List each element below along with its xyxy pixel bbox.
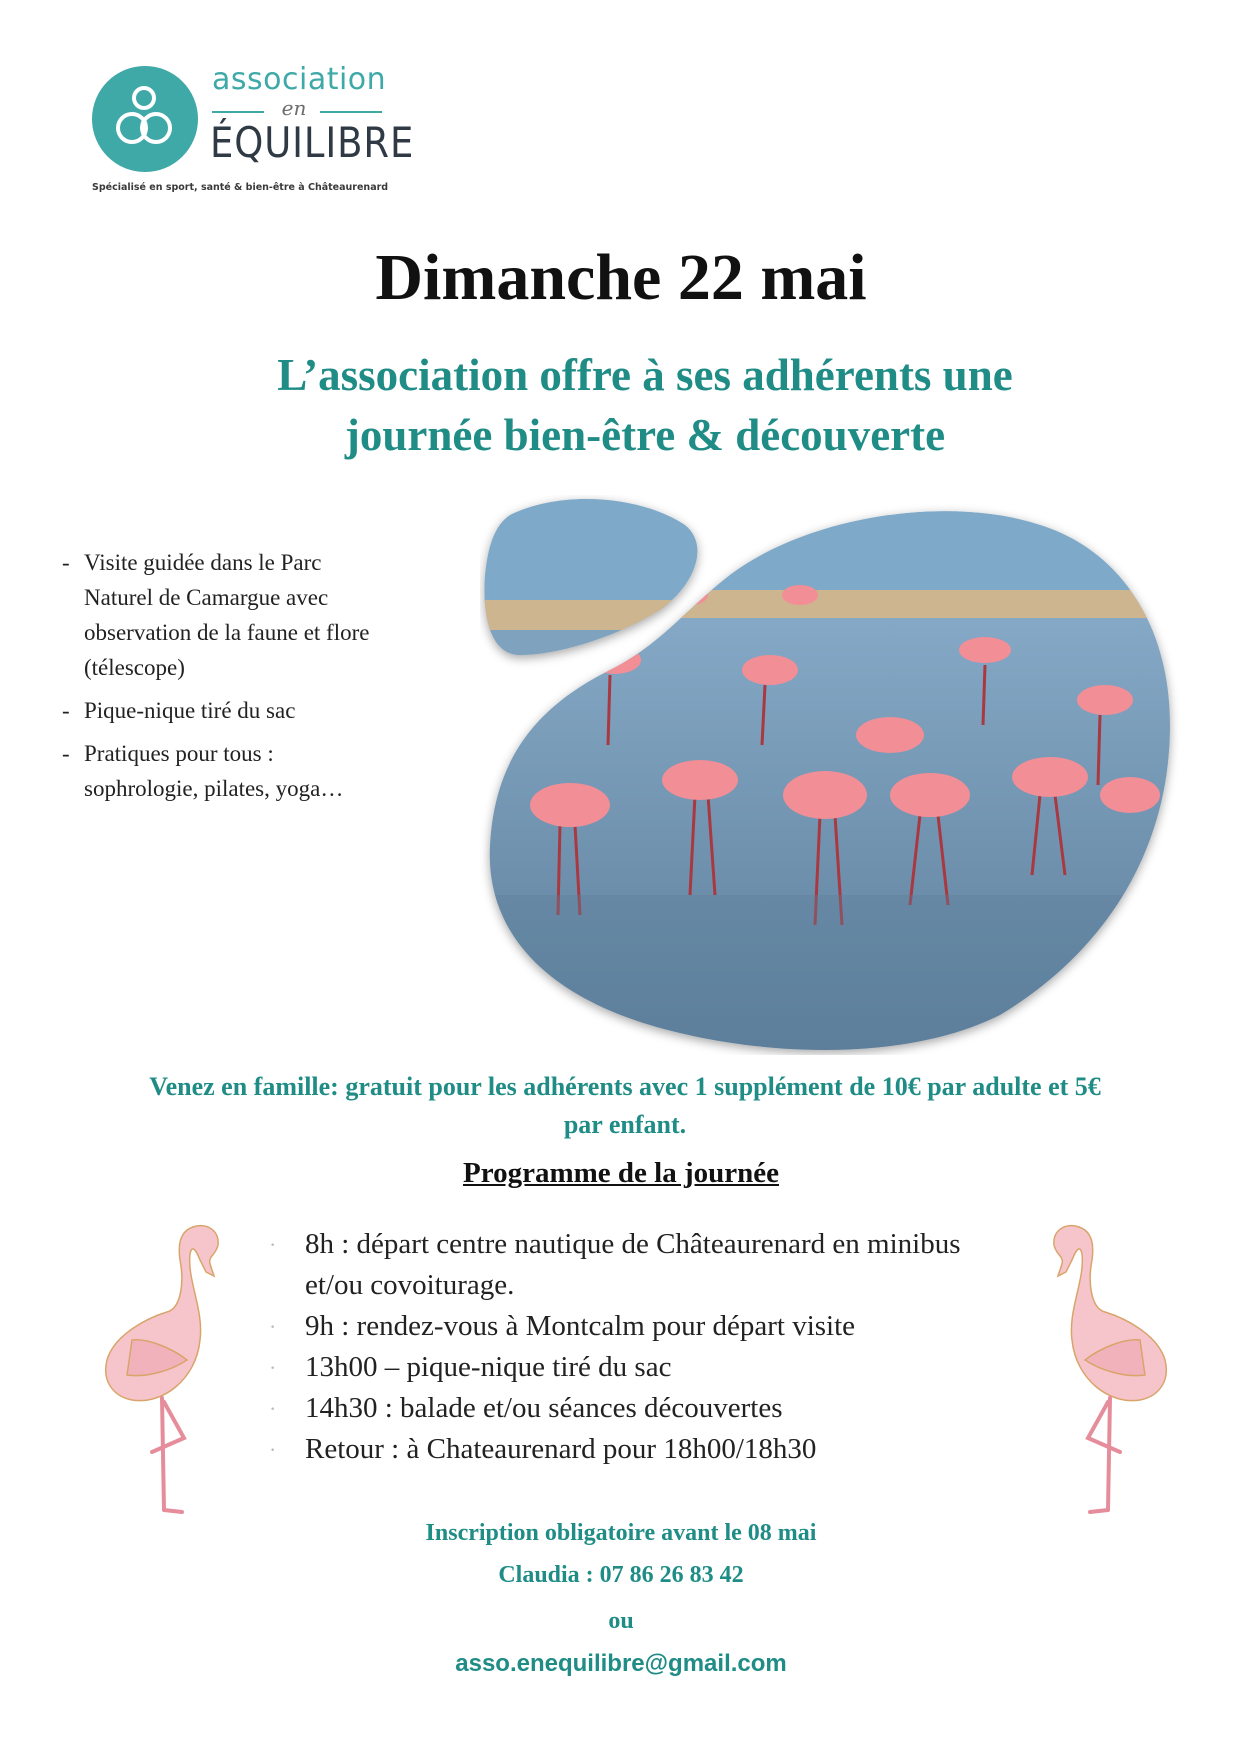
contact-email-link[interactable]: asso.enequilibre@gmail.com [455, 1650, 787, 1677]
programme-item: · 8h : départ centre nautique de Châteaurenard en minibus et/ou covoiturage. [305, 1224, 985, 1306]
event-subtitle-line-1: L’association offre à ses adhérents une [277, 350, 1013, 400]
programme-item: · Retour : à Chateaurenard pour 18h00/18h30 [305, 1429, 985, 1470]
contact-phone[interactable]: Claudia : 07 86 26 83 42 [498, 1562, 744, 1588]
logo-tagline: Spécialisé en sport, santé & bien-être à Châteaurenard [92, 182, 389, 193]
logo-word-association: association [212, 62, 387, 97]
flamingo-photo [480, 495, 1180, 1055]
activity-item: - Pique-nique tiré du sac [62, 693, 382, 728]
registration-deadline: Inscription obligatoire avant le 08 mai [425, 1520, 817, 1546]
programme-title: Programme de la journée [463, 1157, 779, 1189]
programme-item: · 13h00 – pique-nique tiré du sac [305, 1347, 985, 1388]
pricing-line-1: Venez en famille: gratuit pour les adhérents avec 1 supplément de 10€ par adulte et 5€ [149, 1072, 1101, 1101]
contact-or: ou [608, 1608, 634, 1634]
logo-word-en: en [281, 96, 307, 120]
programme-list [305, 1224, 985, 1470]
pricing-info [70, 1068, 1180, 1144]
flamingo-illustration-right [1030, 1220, 1180, 1520]
event-date: Dimanche 22 mai [375, 241, 867, 314]
programme-item: · 9h : rendez-vous à Montcalm pour départ visite [305, 1306, 985, 1347]
logo-circle-icon [92, 66, 198, 172]
logo-word-equilibre: ÉQUILIBRE [210, 118, 415, 167]
activities-list [62, 545, 382, 814]
flamingo-illustration-left [92, 1220, 242, 1520]
event-subtitle [120, 345, 1170, 465]
event-subtitle-line-2: journée bien-être & découverte [344, 410, 946, 460]
programme-item: · 14h30 : balade et/ou séances découvertes [305, 1388, 985, 1429]
activity-item: - Pratiques pour tous : sophrologie, pilates, yoga… [62, 736, 382, 806]
pricing-line-2: par enfant. [563, 1110, 687, 1139]
activity-item: - Visite guidée dans le Parc Naturel de Camargue avec observation de la faune et flore (télescope) [62, 545, 382, 685]
